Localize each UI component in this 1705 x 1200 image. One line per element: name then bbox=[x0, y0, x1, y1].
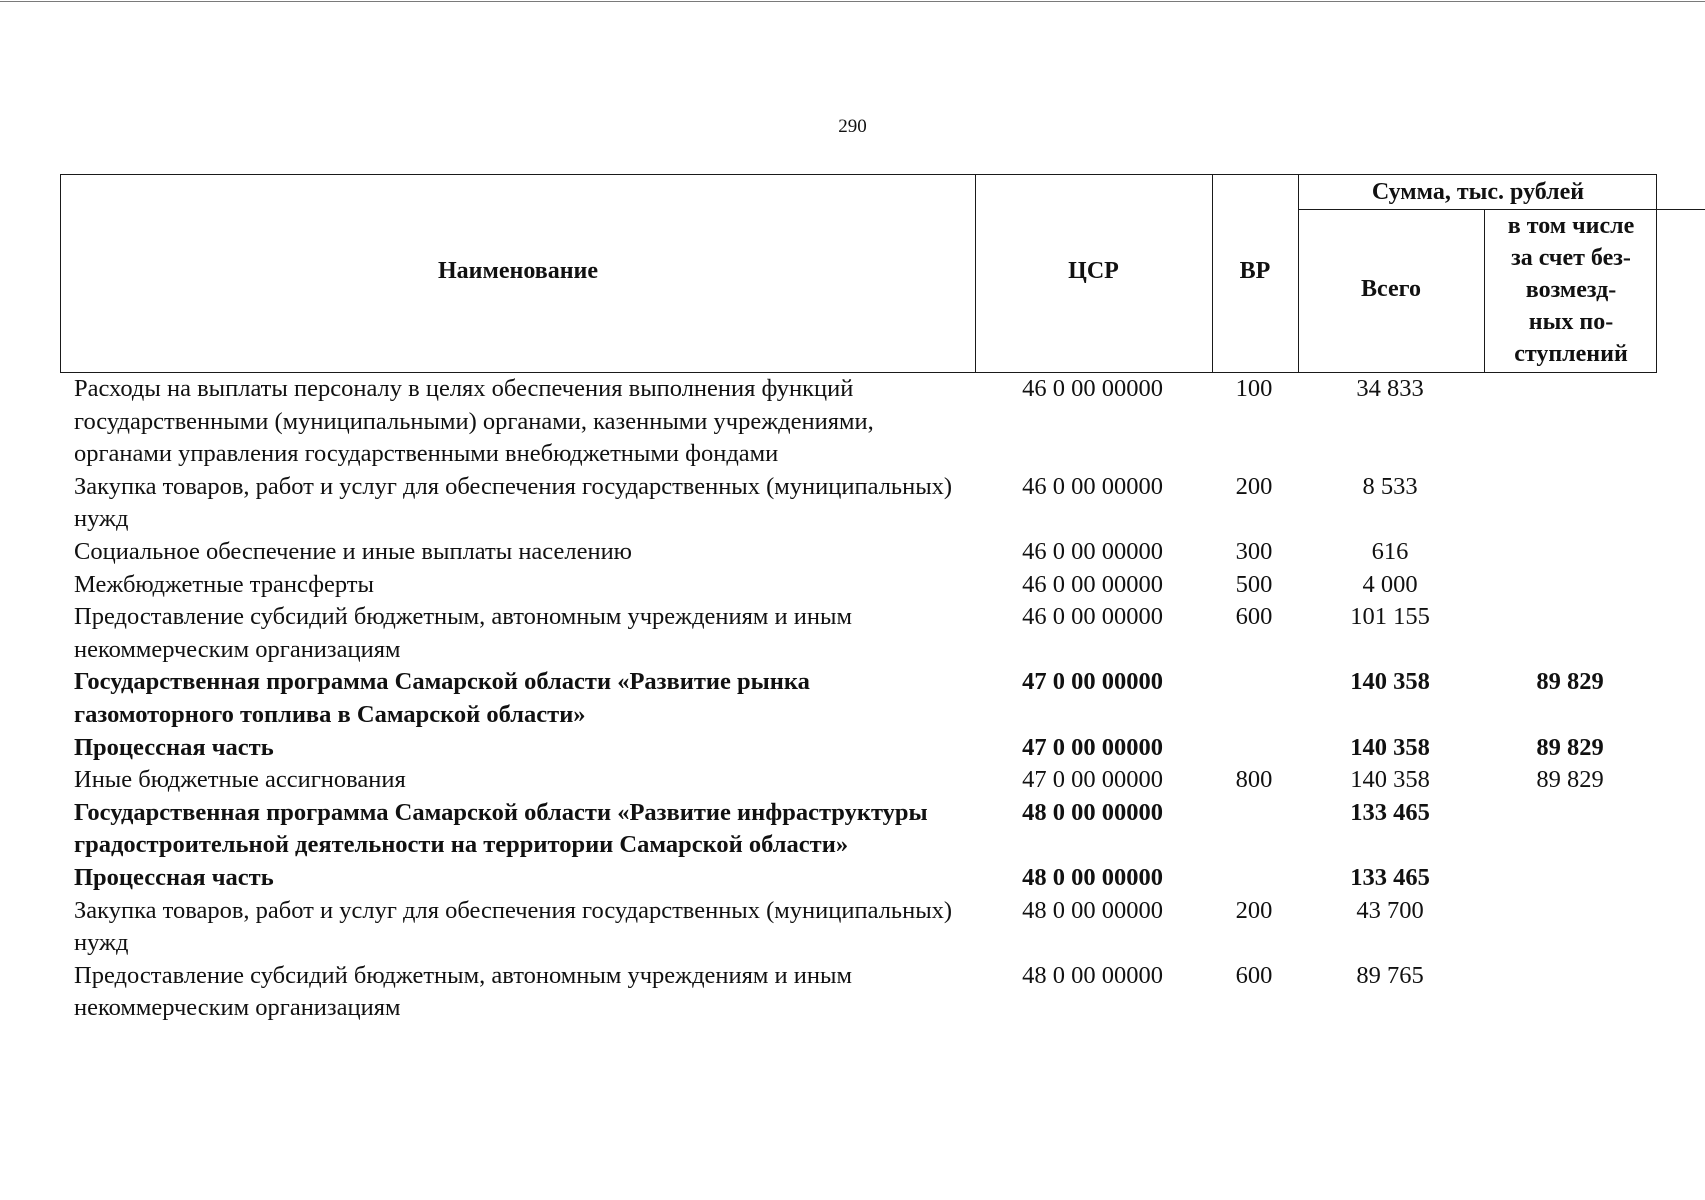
row-vr bbox=[1211, 732, 1297, 765]
table-row bbox=[60, 471, 1657, 536]
row-vr bbox=[1211, 797, 1297, 862]
row-vr bbox=[1211, 666, 1297, 731]
row-vr: 800 bbox=[1235, 766, 1273, 794]
row-csr: 47 0 00 00000 bbox=[1022, 733, 1163, 761]
row-total: 616 bbox=[1371, 537, 1409, 565]
row-vr: 200 bbox=[1235, 472, 1273, 500]
row-name: Социальное обеспечение и иные выплаты населению bbox=[74, 537, 632, 565]
page-number: 290 bbox=[838, 116, 867, 137]
row-incl bbox=[1483, 797, 1657, 862]
row-incl bbox=[1483, 960, 1657, 1025]
table-row bbox=[60, 373, 1657, 471]
row-incl bbox=[1483, 862, 1657, 895]
row-total: 4 000 bbox=[1362, 570, 1418, 598]
table-row-program bbox=[60, 797, 1657, 862]
header-vr: ВР bbox=[1239, 258, 1271, 284]
header-incl: в том числе за счет без- возмезд- ных по- ступлений bbox=[1507, 213, 1635, 367]
row-total: 140 358 bbox=[1350, 733, 1430, 761]
row-name: Закупка товаров, работ и услуг для обеспечения государственных (муниципальных) нужд bbox=[74, 896, 953, 957]
table-header bbox=[60, 174, 1657, 373]
row-total: 133 465 bbox=[1350, 798, 1430, 826]
row-incl: 89 829 bbox=[1536, 766, 1604, 794]
table-row-program bbox=[60, 666, 1657, 731]
row-name: Иные бюджетные ассигнования bbox=[74, 766, 406, 794]
row-total: 101 155 bbox=[1350, 603, 1430, 631]
row-csr: 46 0 00 00000 bbox=[1022, 375, 1163, 402]
row-csr: 48 0 00 00000 bbox=[1022, 896, 1163, 924]
row-total: 140 358 bbox=[1350, 766, 1430, 794]
row-name: Закупка товаров, работ и услуг для обеспечения государственных (муниципальных) нужд bbox=[74, 472, 953, 533]
table-row bbox=[60, 569, 1657, 602]
table-row bbox=[60, 764, 1657, 797]
row-name: Процессная часть bbox=[74, 733, 274, 761]
row-total: 43 700 bbox=[1356, 896, 1424, 924]
row-incl bbox=[1483, 601, 1657, 666]
row-total: 34 833 bbox=[1356, 375, 1424, 402]
row-csr: 47 0 00 00000 bbox=[1022, 766, 1163, 794]
row-csr: 48 0 00 00000 bbox=[1022, 961, 1163, 989]
row-total: 8 533 bbox=[1362, 472, 1418, 500]
table-row bbox=[60, 536, 1657, 569]
table-row-subtotal bbox=[60, 862, 1657, 895]
row-incl bbox=[1483, 569, 1657, 602]
header-total: Всего bbox=[1361, 276, 1421, 302]
table-row bbox=[60, 601, 1657, 666]
table-row bbox=[60, 960, 1657, 1025]
row-name: Государственная программа Самарской области «Развитие рынка газомоторного топлива в Самарской области» bbox=[74, 668, 810, 728]
row-name: Предоставление субсидий бюджетным, автономным учреждениям и иным некоммерческим организациям bbox=[74, 961, 852, 1022]
row-vr: 200 bbox=[1235, 896, 1273, 924]
table-row bbox=[60, 895, 1657, 960]
row-total: 140 358 bbox=[1350, 668, 1430, 696]
row-total: 133 465 bbox=[1350, 863, 1430, 891]
row-incl bbox=[1483, 895, 1657, 960]
row-name: Расходы на выплаты персоналу в целях обеспечения выполнения функций государственными (муниципальными) органами, казенными учреждениями, органами управления государственными внебюджетными фондами bbox=[74, 375, 874, 468]
row-csr: 46 0 00 00000 bbox=[1022, 472, 1163, 500]
row-incl bbox=[1483, 536, 1657, 569]
row-csr: 46 0 00 00000 bbox=[1022, 537, 1163, 565]
row-csr: 48 0 00 00000 bbox=[1022, 863, 1163, 891]
row-vr: 600 bbox=[1235, 961, 1273, 989]
row-incl: 89 829 bbox=[1536, 668, 1604, 696]
row-incl bbox=[1483, 471, 1657, 536]
row-total: 89 765 bbox=[1356, 961, 1424, 989]
row-name: Процессная часть bbox=[74, 863, 274, 891]
table-row-subtotal bbox=[60, 732, 1657, 765]
row-vr: 500 bbox=[1235, 570, 1273, 598]
row-name: Государственная программа Самарской области «Развитие инфраструктуры градостроительной деятельности на территории Самарской области» bbox=[74, 798, 928, 859]
row-vr: 300 bbox=[1235, 537, 1273, 565]
row-csr: 46 0 00 00000 bbox=[1022, 570, 1163, 598]
row-name: Предоставление субсидий бюджетным, автономным учреждениям и иным некоммерческим организациям bbox=[74, 603, 852, 663]
row-csr: 47 0 00 00000 bbox=[1022, 668, 1163, 696]
header-csr: ЦСР bbox=[1068, 258, 1119, 284]
row-incl bbox=[1483, 373, 1657, 471]
header-sum: Сумма, тыс. рублей bbox=[1371, 179, 1585, 205]
row-vr: 100 bbox=[1235, 375, 1273, 402]
table-body bbox=[60, 373, 1657, 1025]
row-csr: 48 0 00 00000 bbox=[1022, 798, 1163, 826]
row-csr: 46 0 00 00000 bbox=[1022, 603, 1163, 631]
row-incl: 89 829 bbox=[1536, 733, 1604, 761]
row-name: Межбюджетные трансферты bbox=[74, 570, 374, 598]
top-rule bbox=[0, 1, 1705, 2]
header-name: Наименование bbox=[438, 258, 598, 284]
row-vr bbox=[1211, 862, 1297, 895]
row-vr: 600 bbox=[1235, 603, 1273, 631]
